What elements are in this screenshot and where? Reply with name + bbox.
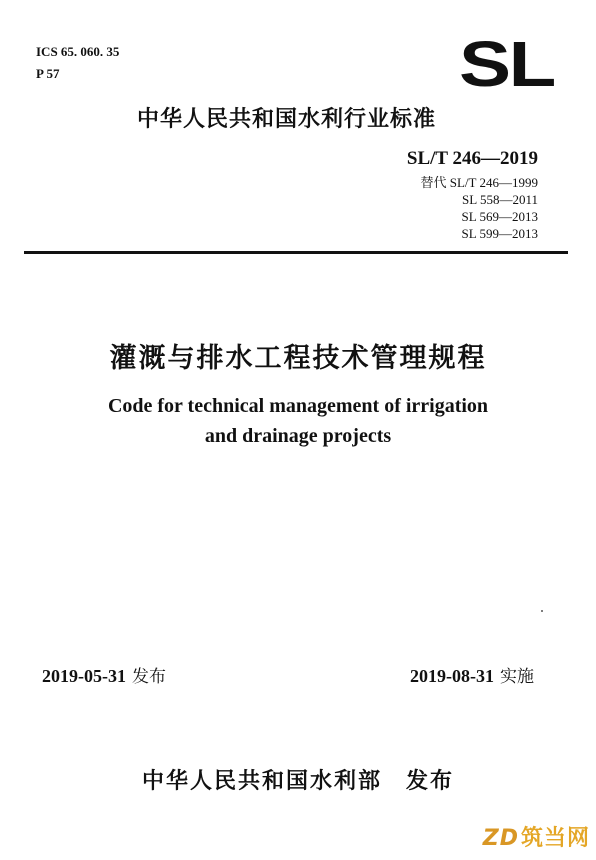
standard-category: 中华人民共和国水利行业标准 <box>137 107 437 132</box>
header-divider <box>24 251 568 254</box>
ics-code: ICS 65. 060. 35 <box>36 44 120 59</box>
title-english-line2: and drainage projects <box>204 425 392 447</box>
replaced-standards <box>421 174 539 242</box>
watermark-text: 筑当网 <box>520 826 590 851</box>
title-chinese: 灌溉与排水工程技术管理规程 <box>109 343 487 374</box>
effective-date: 2019-08-31 <box>410 666 494 686</box>
scan-speck <box>541 610 543 612</box>
classification-code: P 57 <box>36 66 60 81</box>
title-english <box>0 391 596 451</box>
title-english-line1: Code for technical management of irrigation <box>107 395 489 417</box>
sl-logo: SL <box>459 28 554 100</box>
replaced-standard-item: SL 599—2013 <box>461 226 538 241</box>
watermark-logo-icon: ZD <box>482 826 519 851</box>
watermark <box>483 821 590 852</box>
issue-date-block <box>42 662 166 687</box>
issue-date: 2019-05-31 <box>42 666 126 686</box>
publisher: 中华人民共和国水利部 发布 <box>141 769 454 794</box>
replaced-standard-item: SL 569—2013 <box>461 209 538 224</box>
standard-number: SL/T 246—2019 <box>406 148 538 169</box>
effective-label: 实施 <box>500 667 534 687</box>
issue-label: 发布 <box>132 667 166 687</box>
replaced-standard-item: SL 558—2011 <box>462 192 538 207</box>
replaced-standard-item: 替代 SL/T 246—1999 <box>420 175 538 190</box>
effective-date-block <box>410 662 534 687</box>
